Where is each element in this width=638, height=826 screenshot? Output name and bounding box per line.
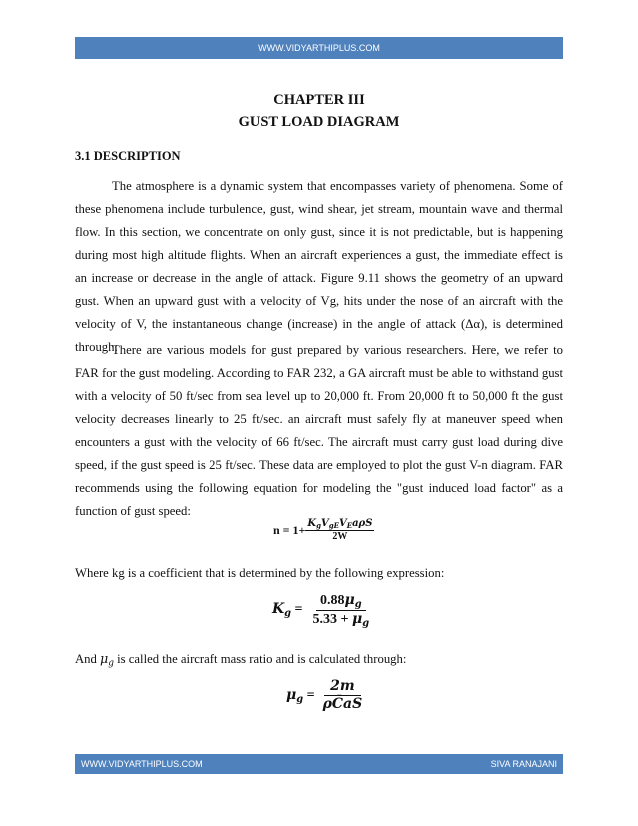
kg-fraction: [309, 592, 374, 629]
header-site: WWW.VIDYARTHIPLUS.COM: [258, 43, 380, 53]
load-factor-lhs: n = 1+: [273, 522, 306, 537]
chapter-title: CHAPTER III: [273, 92, 365, 108]
footer-bar: [75, 754, 563, 774]
section-heading: 3.1 DESCRIPTION: [75, 149, 181, 163]
footer-right: SIVA RANAJANI: [490, 759, 557, 769]
mu-equation: [286, 678, 364, 713]
load-factor-equation: [273, 518, 374, 542]
footer-left: WWW.VIDYARTHIPLUS.COM: [81, 759, 203, 769]
kg-denominator: $5.33 + \mu_g$: [312, 610, 370, 629]
kg-numerator: $0.88\mu_g$: [316, 592, 366, 611]
mu-denominator: ρC̄aS: [322, 696, 363, 712]
header-bar: [75, 37, 563, 59]
mu-symbol: $\mu_g$: [100, 651, 114, 669]
mu-numerator: 2m: [324, 678, 361, 696]
load-factor-fraction: [305, 518, 374, 542]
mu-fraction: [321, 678, 365, 713]
chapter-subtitle: GUST LOAD DIAGRAM: [238, 114, 400, 130]
load-factor-numerator: $K_gV_{gE}V_Ea\rho S$: [307, 518, 373, 531]
paragraph-2: There are various models for gust prepared by various researchers. Here, we refer to FAR for the gust modeling. According to FAR 232, a GA aircraft must be able to withstand gust with a velocity of 50 ft/sec from sea level up to 20,000 ft. From 20,000 ft to 50,000 ft the gust velocity decreases linearly to 25 ft/sec. an aircraft must safely fly at maneuver speed when encounters a gust with the velocity of 66 ft/sec. The aircraft must carry gust load during dive speed, if the gust speed is 25 ft/sec. These data are employed to plot the gust V-n diagram. FAR recommends using the following equation for modeling the "gust induced load factor" as a function of gust speed:: [75, 343, 563, 518]
load-factor-denominator: 2W: [332, 531, 348, 543]
paragraph-1: The atmosphere is a dynamic system that encompasses variety of phenomena. Some of these phenomena include turbulence, gust, wind shear, jet stream, mountain wave and thermal flow. In this section, we concentrate on only gust, since it is not predictable, but is happening during most high altitude flights. When an aircraft experiences a gust, the immediate effect is an increase or decrease in the angle of attack. Figure 9.11 shows the geometry of an upward gust. When an upward gust with a velocity of Vg, hits under the nose of an aircraft with the velocity of V, the instantaneous change (increase) in the angle of attack (Δα), is determined through:: [75, 179, 563, 354]
mu-lhs: $\mu_g$ =: [286, 686, 315, 705]
where-kg-line: Where kg is a coefficient that is determined by the following expression:: [75, 566, 445, 580]
kg-equation: [272, 592, 373, 629]
kg-lhs: $K_g$ =: [272, 601, 303, 620]
and-mu-prefix: And: [75, 652, 97, 666]
and-mu-rest: is called the aircraft mass ratio and is calculated through:: [113, 652, 407, 666]
and-mu-line: [75, 651, 563, 669]
